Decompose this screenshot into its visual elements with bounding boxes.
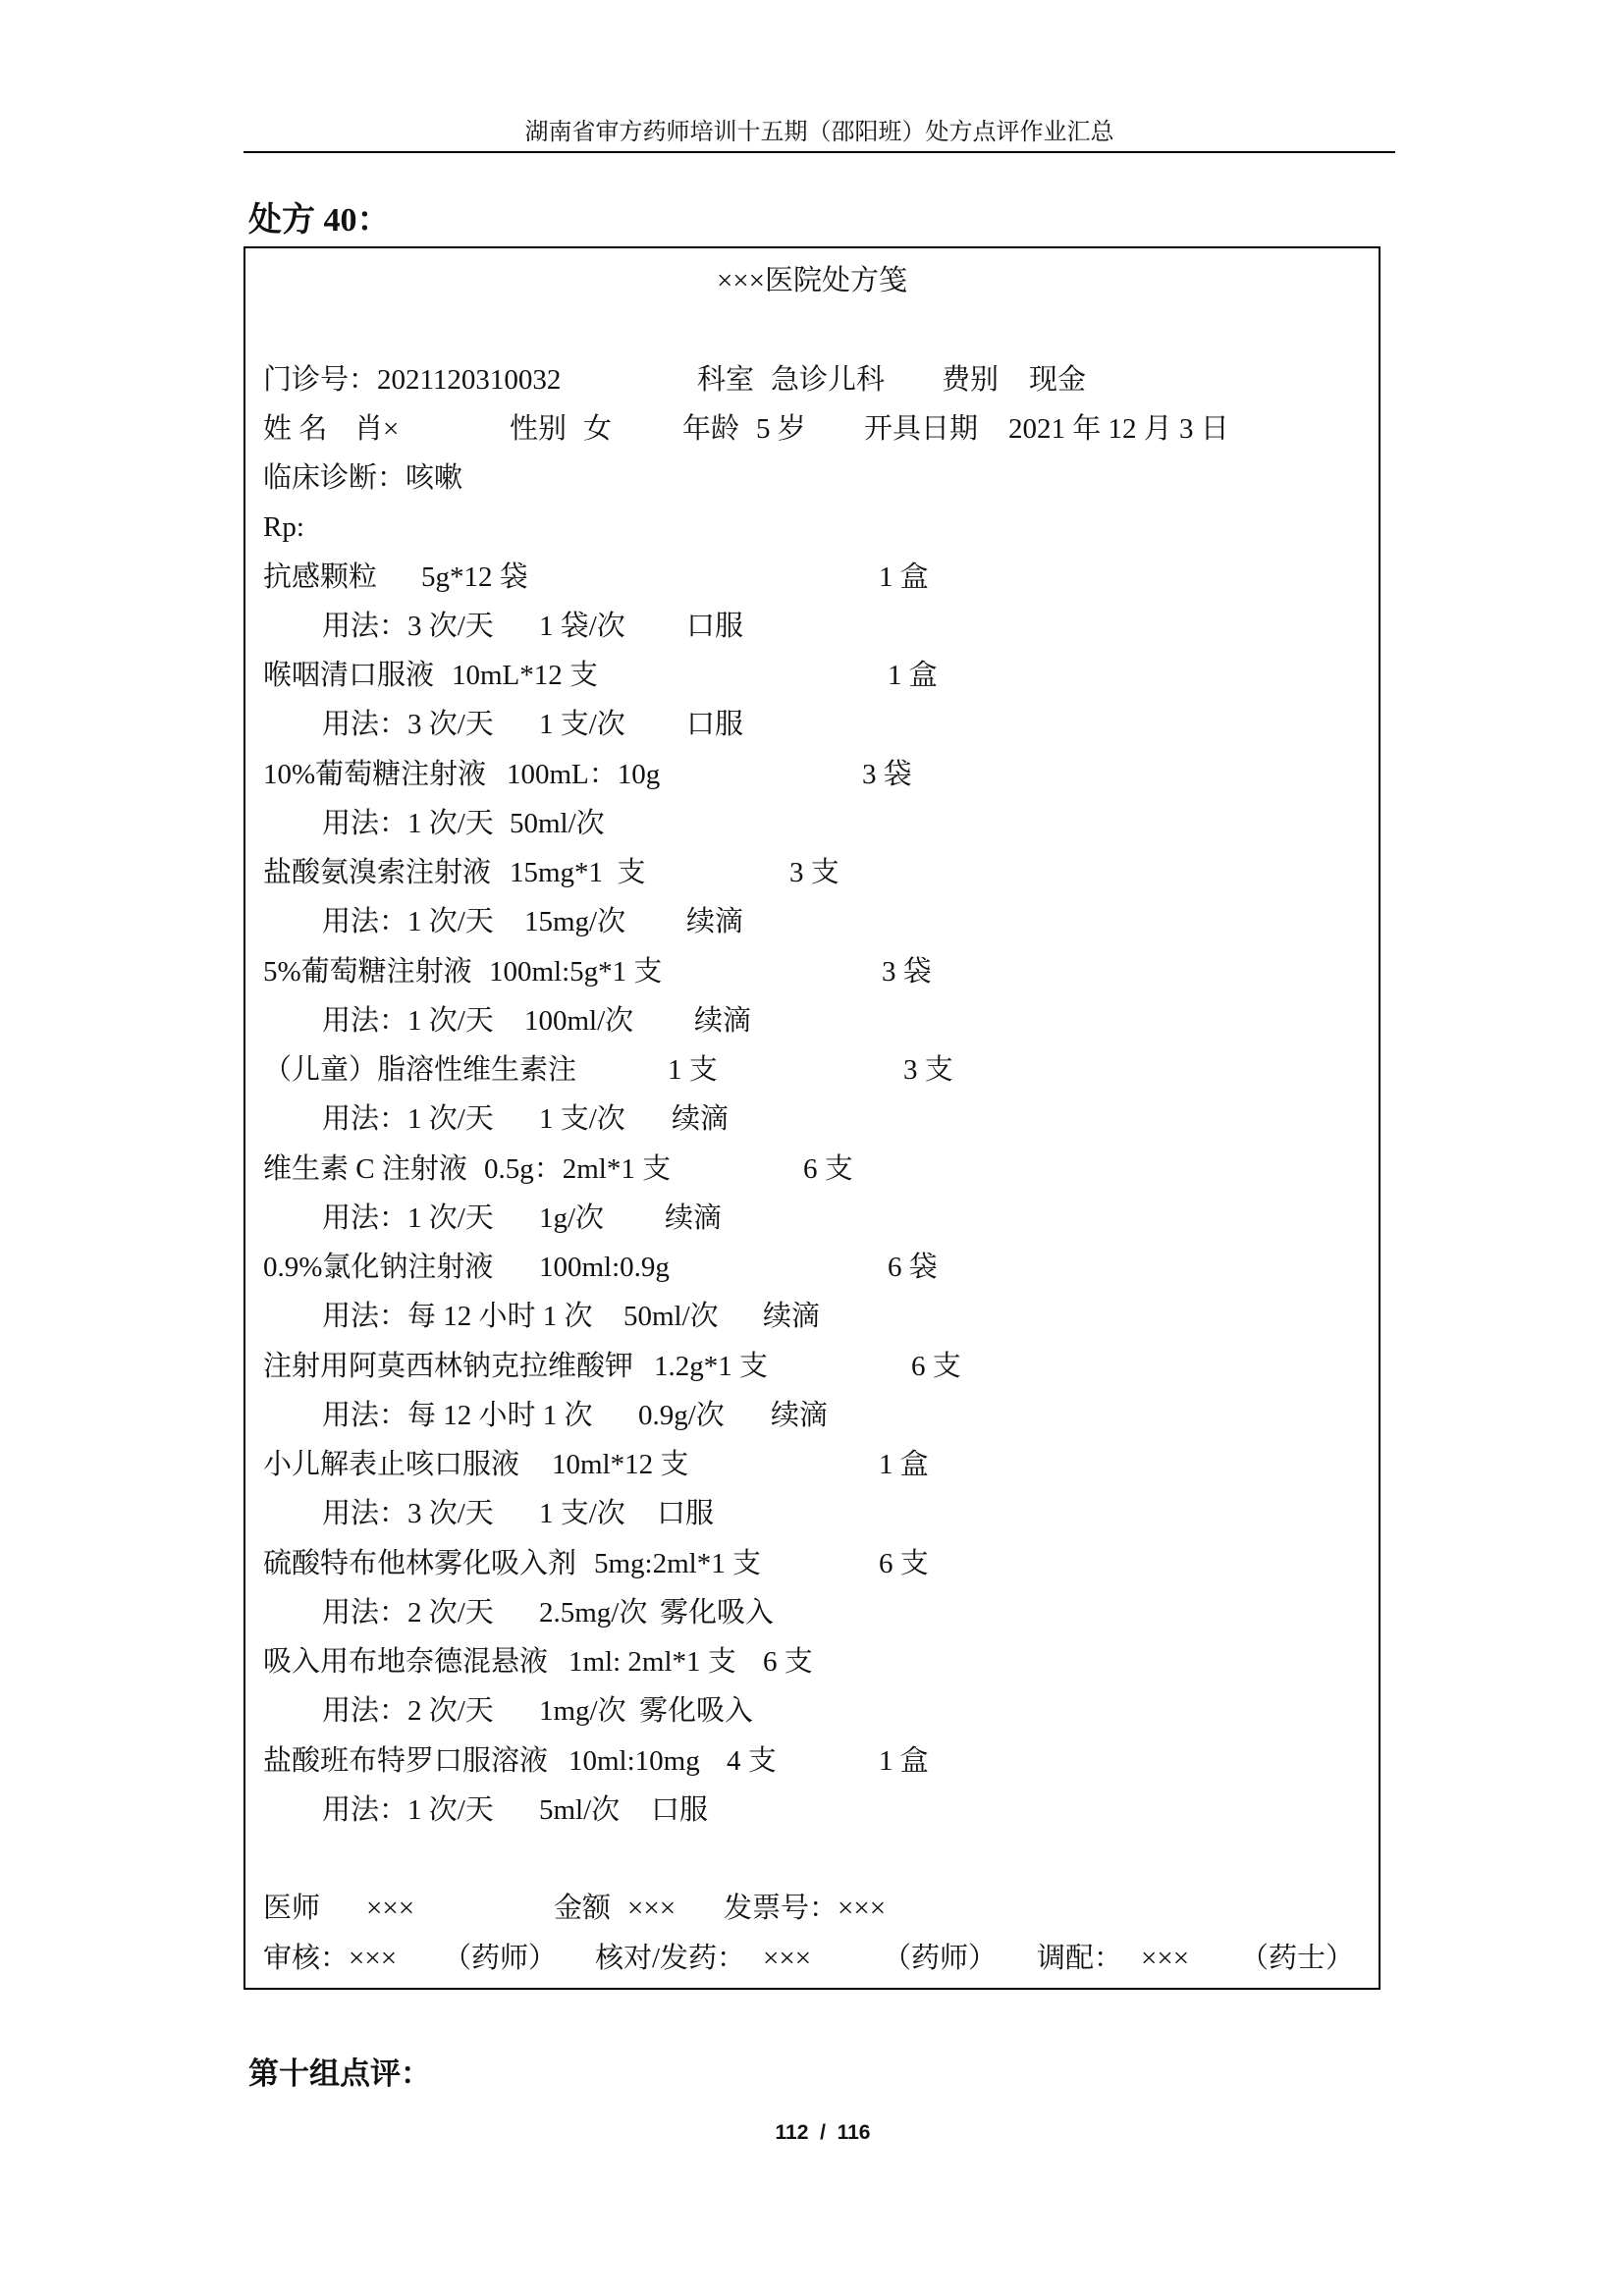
usage-row xyxy=(0,1588,1624,1637)
drug-quantity: 1 盒 xyxy=(879,1449,929,1480)
running-header: 湖南省审方药师培训十五期（邵阳班）处方点评作业汇总 xyxy=(524,120,1114,145)
usage-frequency: 用法：3 次/天 xyxy=(322,611,494,642)
drug-spec: 10mL*12 支 xyxy=(452,660,599,691)
checker-value: ××× xyxy=(763,1943,812,1974)
review-section-title: 第十组点评： xyxy=(248,2056,431,2091)
drug-row xyxy=(0,1736,1624,1786)
usage-frequency: 用法：2 次/天 xyxy=(322,1695,494,1727)
usage-frequency: 用法：3 次/天 xyxy=(322,709,494,740)
page-number: 112 / 116 xyxy=(775,2121,871,2144)
invoice-number: 发票号：××× xyxy=(724,1893,887,1924)
checker-role: （药师） xyxy=(883,1943,998,1974)
outpatient-number: 门诊号：2021120310032 xyxy=(263,364,562,396)
reviewer-role: （药师） xyxy=(443,1943,558,1974)
usage-route: 续滴 xyxy=(672,1103,730,1135)
drug-row xyxy=(0,947,1624,996)
dispenser-value: ××× xyxy=(1141,1943,1190,1974)
drug-row xyxy=(0,1539,1624,1588)
drug-spec: 0.5g：2ml*1 支 xyxy=(484,1153,672,1185)
usage-dose: 50ml/次 xyxy=(623,1301,719,1332)
usage-row xyxy=(0,1292,1624,1341)
usage-row xyxy=(0,602,1624,651)
drug-spec: 5g*12 袋 xyxy=(421,561,528,593)
usage-row xyxy=(0,1391,1624,1440)
usage-row xyxy=(0,700,1624,749)
usage-dose: 5ml/次 xyxy=(539,1794,621,1826)
usage-frequency: 用法：1 次/天 xyxy=(322,1202,494,1234)
drug-name: 5%葡萄糖注射液 xyxy=(263,956,472,988)
drug-row xyxy=(0,1342,1624,1391)
usage-frequency: 用法：每 12 小时 1 次 xyxy=(322,1301,593,1332)
dispenser-role: （药士） xyxy=(1240,1943,1355,1974)
drug-row xyxy=(0,651,1624,700)
doctor-value: ××× xyxy=(366,1893,415,1924)
drug-row xyxy=(0,750,1624,799)
usage-dose: 1 支/次 xyxy=(539,1498,625,1529)
rp-label: Rp: xyxy=(263,511,304,543)
usage-row xyxy=(0,996,1624,1045)
header-divider xyxy=(244,151,1395,153)
amount-label: 金额 xyxy=(554,1893,612,1924)
drug-name: 10%葡萄糖注射液 xyxy=(263,759,487,790)
pharmacist-row xyxy=(0,1934,1624,1983)
usage-route: 口服 xyxy=(657,1498,715,1529)
usage-row xyxy=(0,1686,1624,1735)
age-label: 年龄 xyxy=(682,413,740,445)
drug-quantity: 3 袋 xyxy=(862,759,912,790)
drug-quantity: 6 支 xyxy=(803,1153,853,1185)
diagnosis-row xyxy=(0,454,1624,503)
rp-row xyxy=(0,503,1624,552)
usage-route: 雾化吸入 xyxy=(660,1597,775,1629)
drug-spec: 100ml:0.9g xyxy=(539,1252,670,1283)
section-title: 处方 40： xyxy=(248,202,391,239)
usage-dose: 1g/次 xyxy=(539,1202,605,1234)
drug-name: 喉咽清口服液 xyxy=(263,660,435,691)
usage-dose: 1 袋/次 xyxy=(539,611,625,642)
drug-row xyxy=(0,848,1624,897)
age-value: 5 岁 xyxy=(756,413,806,445)
drug-name: 维生素 C 注射液 xyxy=(263,1153,467,1185)
drug-spec: 5mg:2ml*1 支 xyxy=(594,1548,761,1579)
usage-dose: 1 支/次 xyxy=(539,1103,625,1135)
drug-name: 注射用阿莫西林钠克拉维酸钾 xyxy=(263,1351,634,1382)
drug-quantity: 3 支 xyxy=(789,857,839,888)
fee-type-label: 费别 xyxy=(942,364,1000,396)
usage-frequency: 用法：2 次/天 xyxy=(322,1597,494,1629)
usage-route: 口服 xyxy=(686,709,744,740)
drug-quantity: 3 支 xyxy=(903,1054,953,1086)
drug-row xyxy=(0,1045,1624,1095)
checker-label: 核对/发药： xyxy=(595,1943,746,1974)
drug-row xyxy=(0,553,1624,602)
reviewer: 审核：××× xyxy=(263,1943,398,1974)
drug-name: （儿童）脂溶性维生素注 xyxy=(263,1054,577,1086)
usage-route: 续滴 xyxy=(665,1202,723,1234)
prescription-title: ×××医院处方笺 xyxy=(716,265,908,296)
drug-spec: 100mL：10g xyxy=(507,759,661,790)
drug-name: 0.9%氯化钠注射液 xyxy=(263,1252,494,1283)
fee-type-value: 现金 xyxy=(1029,364,1087,396)
drug-quantity: 6 支 xyxy=(879,1548,929,1579)
usage-row xyxy=(0,1095,1624,1144)
usage-dose: 2.5mg/次 xyxy=(539,1597,648,1629)
usage-route: 雾化吸入 xyxy=(639,1695,754,1727)
dispenser-label: 调配： xyxy=(1037,1943,1123,1974)
usage-route: 口服 xyxy=(651,1794,709,1826)
drug-spec: 1ml: 2ml*1 支 xyxy=(568,1646,736,1678)
usage-frequency: 用法：每 12 小时 1 次 xyxy=(322,1400,593,1431)
usage-row xyxy=(0,1489,1624,1538)
usage-row xyxy=(0,799,1624,848)
usage-frequency: 用法：1 次/天 xyxy=(322,808,494,839)
usage-dose: 100ml/次 xyxy=(524,1005,634,1037)
usage-route: 续滴 xyxy=(771,1400,829,1431)
info-row-1 xyxy=(0,355,1624,404)
drug-name: 盐酸班布特罗口服溶液 xyxy=(263,1745,549,1777)
usage-frequency: 用法：1 次/天 xyxy=(322,1005,494,1037)
drug-quantity: 3 袋 xyxy=(882,956,932,988)
drug-row xyxy=(0,1637,1624,1686)
drug-spec: 1 支 xyxy=(668,1054,718,1086)
drug-quantity: 6 袋 xyxy=(888,1252,938,1283)
drug-spec: 1.2g*1 支 xyxy=(654,1351,769,1382)
drug-quantity: 6 支 xyxy=(763,1646,813,1678)
usage-frequency: 用法：1 次/天 xyxy=(322,1794,494,1826)
department-label: 科室 xyxy=(697,364,755,396)
drug-spec: 10ml*12 支 xyxy=(552,1449,689,1480)
usage-row xyxy=(0,897,1624,946)
usage-frequency: 用法：1 次/天 xyxy=(322,906,494,937)
doctor-label: 医师 xyxy=(263,1893,321,1924)
info-row-2 xyxy=(0,404,1624,454)
usage-route: 续滴 xyxy=(694,1005,752,1037)
issue-date-label: 开具日期 xyxy=(864,413,979,445)
drug-quantity: 1 盒 xyxy=(879,1745,929,1777)
drug-name: 吸入用布地奈德混悬液 xyxy=(263,1646,549,1678)
usage-dose: 1mg/次 xyxy=(539,1695,626,1727)
issue-date-value: 2021 年 12 月 3 日 xyxy=(1008,413,1229,445)
usage-frequency: 用法：3 次/天 xyxy=(322,1498,494,1529)
gender-value: 女 xyxy=(583,413,613,445)
drug-pack: 4 支 xyxy=(727,1745,777,1777)
drug-spec: 10ml:10mg xyxy=(568,1745,700,1777)
amount-value: ××× xyxy=(627,1893,677,1924)
drug-row xyxy=(0,1145,1624,1194)
department-value: 急诊儿科 xyxy=(771,364,886,396)
usage-dose: 0.9g/次 xyxy=(638,1400,725,1431)
patient-name-value: 肖× xyxy=(354,413,400,445)
gender-label: 性别 xyxy=(510,413,568,445)
drug-name: 硫酸特布他林雾化吸入剂 xyxy=(263,1548,577,1579)
patient-name-label: 姓 名 xyxy=(263,413,328,445)
drug-spec: 100ml:5g*1 支 xyxy=(489,956,663,988)
usage-dose: 15mg/次 xyxy=(524,906,626,937)
drug-quantity: 1 盒 xyxy=(879,561,929,593)
drug-name: 抗感颗粒 xyxy=(263,561,378,593)
drug-row xyxy=(0,1440,1624,1489)
drug-quantity: 6 支 xyxy=(911,1351,961,1382)
drug-row xyxy=(0,1243,1624,1292)
doctor-row xyxy=(0,1884,1624,1933)
usage-frequency: 用法：1 次/天 xyxy=(322,1103,494,1135)
usage-row xyxy=(0,1194,1624,1243)
drug-name: 盐酸氨溴索注射液 xyxy=(263,857,492,888)
usage-route: 续滴 xyxy=(686,906,744,937)
clinical-diagnosis: 临床诊断：咳嗽 xyxy=(263,462,463,494)
usage-row xyxy=(0,1786,1624,1835)
usage-dose: 1 支/次 xyxy=(539,709,625,740)
drug-spec: 15mg*1 支 xyxy=(510,857,646,888)
usage-dose: 50ml/次 xyxy=(510,808,605,839)
drug-name: 小儿解表止咳口服液 xyxy=(263,1449,520,1480)
usage-route: 续滴 xyxy=(763,1301,821,1332)
drug-quantity: 1 盒 xyxy=(888,660,938,691)
usage-route: 口服 xyxy=(686,611,744,642)
